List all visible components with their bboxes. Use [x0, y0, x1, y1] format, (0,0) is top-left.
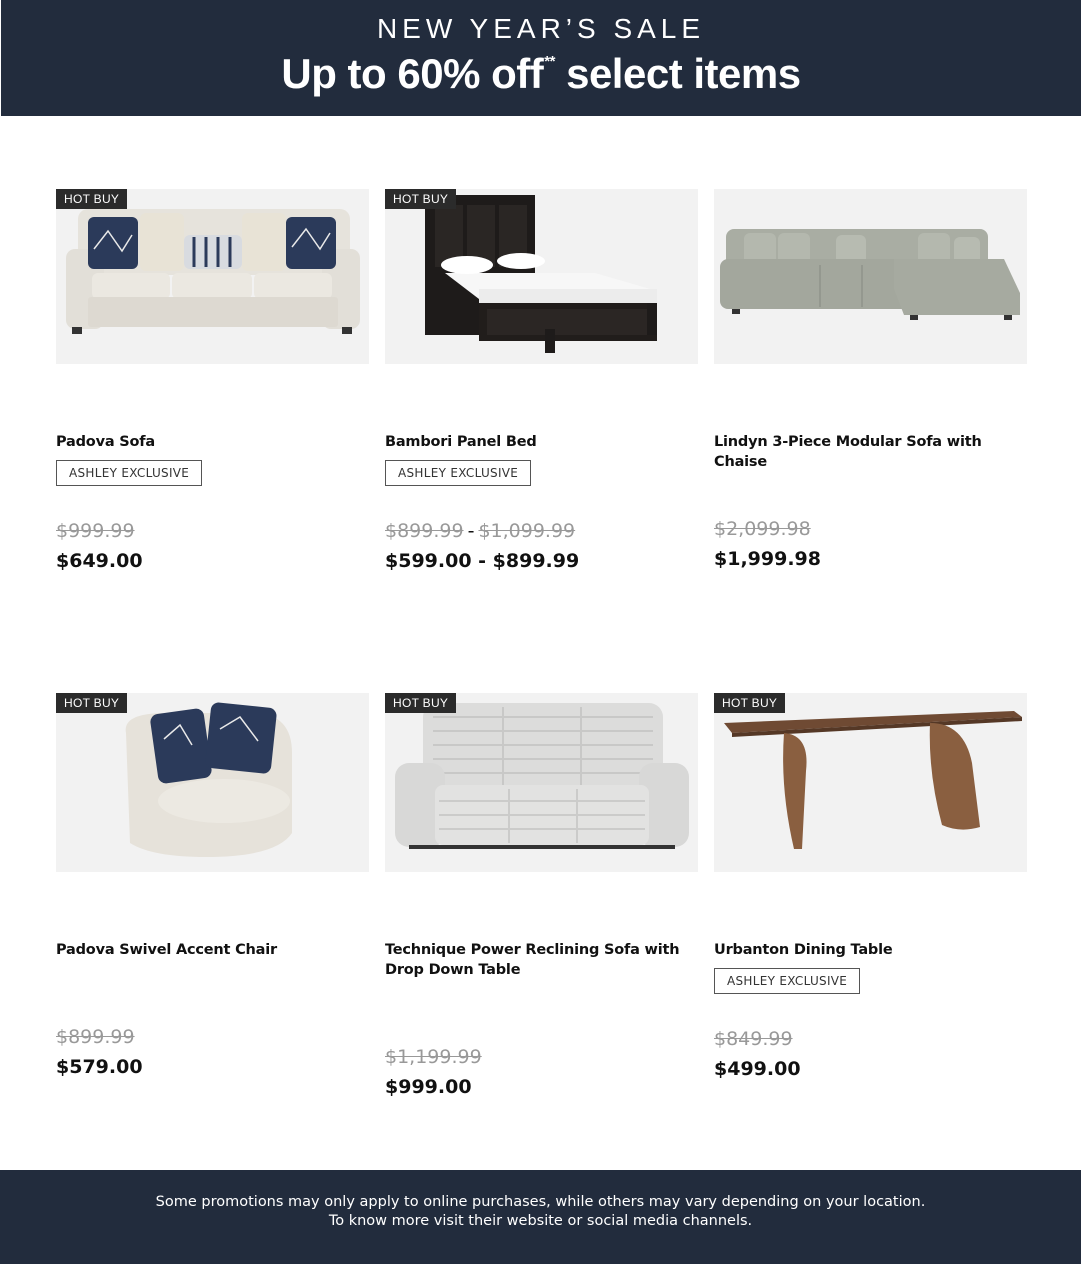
hot-buy-badge: HOT BUY	[385, 189, 456, 209]
channel-tufted-recliner-image[interactable]	[385, 693, 698, 872]
sale-price: $499.00	[714, 1058, 801, 1080]
ashley-exclusive-tag: ASHLEY EXCLUSIVE	[385, 460, 531, 486]
gray-sectional-image[interactable]	[714, 189, 1027, 364]
product-title[interactable]: Padova Sofa	[56, 434, 155, 450]
recliner-illustration	[385, 693, 698, 872]
promo-disclaimer-footer	[0, 1170, 1081, 1264]
price-range-separator: -	[467, 520, 475, 542]
headline-tail: select items	[554, 50, 801, 97]
ashley-exclusive-tag: ASHLEY EXCLUSIVE	[714, 968, 860, 994]
original-price-low: $899.99	[385, 520, 464, 542]
hot-buy-badge: HOT BUY	[385, 693, 456, 713]
headline-footnote-mark: **	[544, 53, 555, 70]
sofa-illustration	[56, 189, 369, 364]
hot-buy-badge: HOT BUY	[714, 693, 785, 713]
bed-illustration	[385, 189, 698, 364]
sale-banner	[1, 0, 1081, 116]
product-card-urbanton-table[interactable]	[714, 693, 1027, 1093]
disclaimer-line-2: To know more visit their website or social media channels.	[328, 1213, 753, 1229]
product-title[interactable]: Urbanton Dining Table	[714, 942, 893, 958]
product-title[interactable]: Lindyn 3-Piece Modular Sofa with Chaise	[714, 434, 982, 470]
headline-main: Up to 60% off	[281, 50, 544, 97]
original-price: $849.99	[714, 1028, 793, 1050]
product-card-padova-chair[interactable]	[56, 693, 369, 1083]
product-title[interactable]: Technique Power Reclining Sofa with Drop Down Table	[385, 942, 680, 978]
product-title[interactable]: Bambori Panel Bed	[385, 434, 537, 450]
product-title[interactable]: Padova Swivel Accent Chair	[56, 942, 277, 958]
hot-buy-badge: HOT BUY	[56, 189, 127, 209]
chair-illustration	[56, 693, 369, 872]
original-price: $999.99	[56, 520, 135, 542]
sale-price: $599.00 - $899.99	[385, 550, 580, 572]
sale-price: $579.00	[56, 1056, 143, 1078]
sale-eyebrow: NEW YEAR’S SALE	[376, 13, 706, 44]
disclaimer-line-1: Some promotions may only apply to online purchases, while others may vary depending on your location.	[155, 1194, 926, 1210]
original-price: $1,199.99	[385, 1046, 482, 1068]
sale-price: $999.00	[385, 1076, 472, 1098]
original-price: $2,099.98	[714, 518, 811, 540]
cream-swivel-chair-image[interactable]	[56, 693, 369, 872]
sectional-illustration	[714, 189, 1027, 364]
table-illustration	[714, 693, 1027, 872]
product-card-padova-sofa[interactable]	[56, 189, 369, 579]
sale-headline	[1, 50, 1081, 98]
product-card-lindyn-sectional[interactable]	[714, 189, 1027, 579]
wood-dining-table-image[interactable]	[714, 693, 1027, 872]
cream-sofa-image[interactable]	[56, 189, 369, 364]
sale-price: $1,999.98	[714, 548, 821, 570]
original-price-range	[385, 520, 575, 542]
product-card-bambori-bed[interactable]	[385, 189, 698, 579]
dark-panel-bed-image[interactable]	[385, 189, 698, 364]
ashley-exclusive-tag: ASHLEY EXCLUSIVE	[56, 460, 202, 486]
sale-price: $649.00	[56, 550, 143, 572]
hot-buy-badge: HOT BUY	[56, 693, 127, 713]
original-price: $899.99	[56, 1026, 135, 1048]
original-price-high: $1,099.99	[478, 520, 576, 542]
product-card-technique-sofa[interactable]	[385, 693, 698, 1113]
